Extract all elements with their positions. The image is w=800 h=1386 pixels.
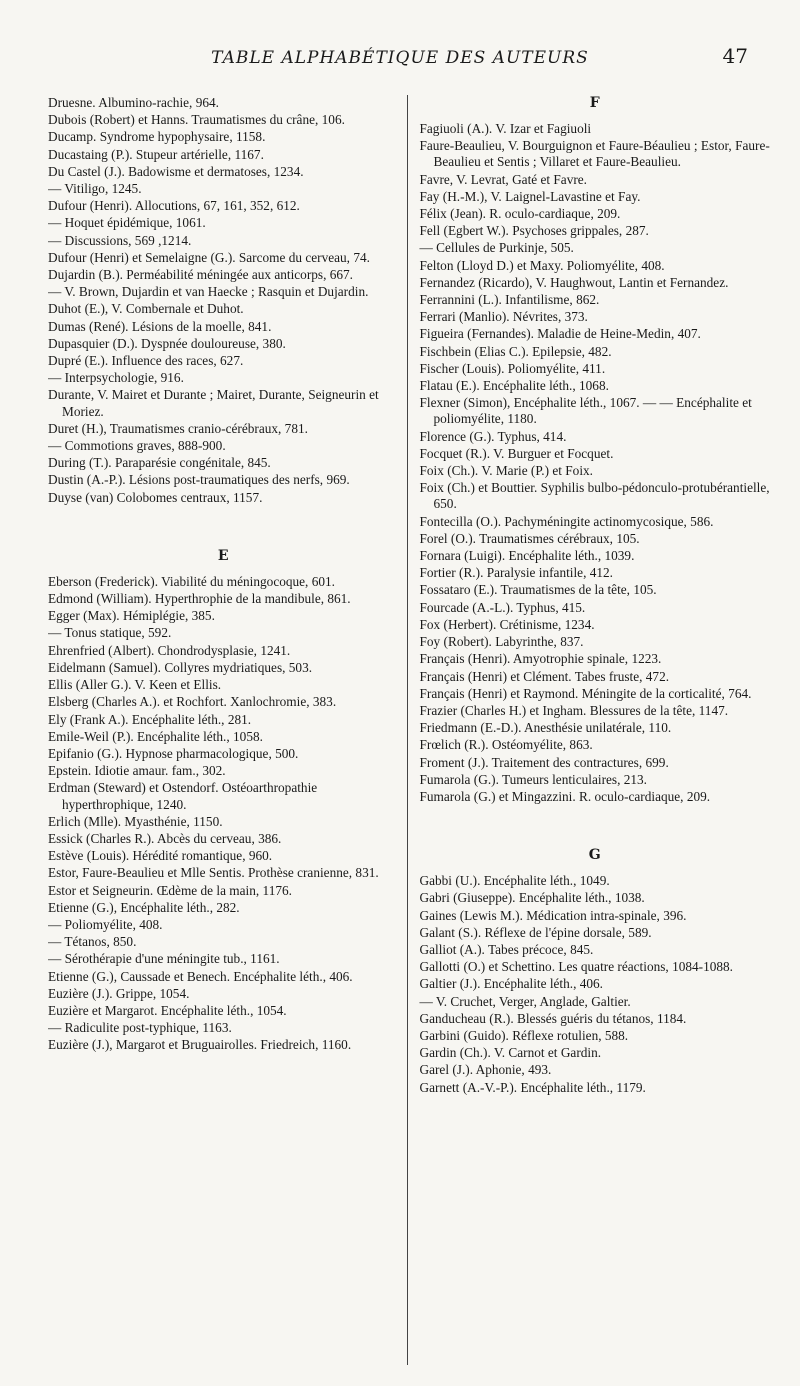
index-entry: During (T.). Paraparésie congénitale, 845. [48,455,271,471]
index-entry: Durante, V. Mairet et Durante ; Mairet, Durante, Seigneurin et Moriez. [48,387,379,419]
index-entry: Euzière (J.). Grippe, 1054. [48,985,190,1001]
index-entry: Fortier (R.). Paralysie infantile, 412. [419,565,613,581]
index-entry: — Sérothérapie d'une méningite tub., 1161. [48,951,280,967]
index-entry: Fornara (Luigi). Encéphalite léth., 1039. [419,548,635,564]
index-entry: Estor, Faure-Beaulieu et Mlle Sentis. Prothèse cranienne, 831. [48,865,379,881]
page-number: 47 [722,44,748,68]
index-entry: Etienne (G.), Encéphalite léth., 282. [48,899,240,915]
index-entry: Florence (G.). Typhus, 414. [419,428,567,444]
index-entry: Fernandez (Ricardo), V. Haughwout, Lantin et Fernandez. [419,274,729,290]
index-entry: Gabri (Giuseppe). Encéphalite léth., 1038. [419,890,645,906]
index-entry: Estève (Louis). Hérédité romantique, 960. [48,848,273,864]
index-entry: — Hoquet épidémique, 1061. [48,215,206,231]
index-entry: Emile-Weil (P.). Encéphalite léth., 1058. [48,728,263,744]
index-entry: Foix (Ch.). V. Marie (P.) et Foix. [419,463,593,479]
index-entry: — Cellules de Purkinje, 505. [419,240,574,256]
index-entry: Du Castel (J.). Badowisme et dermatoses, 1234. [48,163,304,179]
index-entry: Gaines (Lewis M.). Médication intra-spinale, 396. [419,907,687,923]
index-entry: Eidelmann (Samuel). Collyres mydriatiques, 503. [48,659,313,675]
index-entry: Epstein. Idiotie amaur. fam., 302. [48,763,226,779]
index-columns [48,95,770,1365]
index-entry: — V. Cruchet, Verger, Anglade, Galtier. [419,993,631,1009]
index-entry: Frœlich (R.). Ostéomyélite, 863. [419,737,593,753]
index-entry: Ducamp. Syndrome hypophysaire, 1158. [48,129,266,145]
index-entry: — V. Brown, Dujardin et van Haecke ; Rasquin et Dujardin. [48,284,369,300]
index-entry: Erlich (Mlle). Myasthénie, 1150. [48,813,223,829]
section-e-entries [48,574,399,1054]
index-entry: Estor et Seigneurin. Œdème de la main, 1176. [48,882,292,898]
index-entry: Flatau (E.). Encéphalite léth., 1068. [419,378,609,394]
index-entry: Fell (Egbert W.). Psychoses grippales, 287. [419,223,649,239]
section-g-entries [420,873,771,1096]
index-entry: Garnett (A.-V.-P.). Encéphalite léth., 1179. [419,1079,646,1095]
index-entry: Ely (Frank A.). Encéphalite léth., 281. [48,711,252,727]
index-entry: Ganducheau (R.). Blessés guéris du tétanos, 1184. [419,1010,687,1026]
index-entry: Froment (J.). Traitement des contractures, 699. [419,754,669,770]
index-entry: Frazier (Charles H.) et Ingham. Blessures de la tête, 1147. [419,702,729,718]
index-entry: Dustin (A.-P.). Lésions post-traumatiques des nerfs, 969. [48,472,350,488]
index-entry: Gabbi (U.). Encéphalite léth., 1049. [419,873,610,889]
index-entry: Friedmann (E.-D.). Anesthésie unilatérale, 110. [419,720,672,736]
index-entry: Euzière et Margarot. Encéphalite léth., 1054. [48,1002,287,1018]
index-entry: Ellis (Aller G.). V. Keen et Ellis. [48,677,222,693]
index-entry: Fay (H.-M.), V. Laignel-Lavastine et Fay. [419,188,641,204]
index-entry: Ferrari (Manlio). Névrites, 373. [419,309,588,325]
index-entry: Fumarola (G.). Tumeurs lenticulaires, 213. [419,771,647,787]
index-entry: Felton (Lloyd D.) et Maxy. Poliomyélite, 408. [419,257,665,273]
index-entry: Foy (Robert). Labyrinthe, 837. [419,634,584,650]
index-entry: Ferrannini (L.). Infantilisme, 862. [419,292,600,308]
right-column [407,95,771,1365]
index-entry: Dujardin (B.). Perméabilité méningée aux anticorps, 667. [48,267,354,283]
section-heading-e: E [217,547,229,564]
index-entry: Dufour (Henri). Allocutions, 67, 161, 352, 612. [48,198,300,214]
index-entry: Français (Henri). Amyotrophie spinale, 1223. [419,651,662,667]
index-entry: Gardin (Ch.). V. Carnot et Gardin. [419,1045,602,1061]
index-entry: Erdman (Steward) et Ostendorf. Ostéoarthropathie hyperthrophique, 1240. [48,780,318,812]
section-d-entries [48,95,399,506]
index-entry: Foix (Ch.) et Bouttier. Syphilis bulbo-pédonculo-protubérantielle, 650. [419,480,770,512]
index-entry: Euzière (J.), Margarot et Bruguairolles. Friedreich, 1160. [48,1037,352,1053]
index-entry: Elsberg (Charles A.). et Rochfort. Xanlochromie, 383. [48,694,337,710]
index-entry: Egger (Max). Hémiplégie, 385. [48,608,215,624]
index-entry: — Interpsychologie, 916. [48,370,184,386]
index-entry: Dupré (E.). Influence des races, 627. [48,353,244,369]
index-entry: Ehrenfried (Albert). Chondrodysplasie, 1241. [48,642,291,658]
index-entry: Fischer (Louis). Poliomyélite, 411. [419,360,606,376]
index-entry: Fontecilla (O.). Pachyméningite actinomycosique, 586. [419,513,714,529]
index-entry: Galliot (A.). Tabes précoce, 845. [419,941,594,957]
running-title: TABLE ALPHABÉTIQUE DES AUTEURS [211,48,589,68]
index-entry: Flexner (Simon), Encéphalite léth., 1067. — — Encéphalite et poliomyélite, 1180. [419,395,752,427]
section-heading-f: F [589,95,600,111]
index-entry: Duyse (van) Colobomes centraux, 1157. [48,489,263,505]
section-heading-g: G [588,847,601,864]
index-entry: Gallotti (O.) et Schettino. Les quatre réactions, 1084-1088. [419,959,734,975]
index-entry: — Radiculite post-typhique, 1163. [48,1020,232,1036]
index-entry: Epifanio (G.). Hypnose pharmacologique, 500. [48,745,299,761]
index-entry: Etienne (G.), Caussade et Benech. Encéphalite léth., 406. [48,968,353,984]
index-entry: Figueira (Fernandes). Maladie de Heine-Medin, 407. [419,326,701,342]
index-entry: — Commotions graves, 888-900. [48,438,226,454]
index-entry: Faure-Beaulieu, V. Bourguignon et Faure-Béaulieu ; Estor, Faure-Beaulieu et Sentis ; Villaret et Faure-Beaulieu. [419,138,770,170]
index-entry: — Vitiligo, 1245. [48,181,142,197]
index-entry: — Tonus statique, 592. [48,625,172,641]
index-entry: Favre, V. Levrat, Gaté et Favre. [419,171,588,187]
index-entry: Français (Henri) et Raymond. Méningite de la corticalité, 764. [419,685,752,701]
index-entry: Fumarola (G.) et Mingazzini. R. oculo-cardiaque, 209. [419,788,711,804]
index-entry: — Discussions, 569 ,1214. [48,232,192,248]
left-column [48,95,407,1365]
index-entry: — Poliomyélite, 408. [48,916,163,932]
index-entry: Eberson (Frederick). Viabilité du méningocoque, 601. [48,573,335,589]
index-entry: Ducastaing (P.). Stupeur artérielle, 1167. [48,146,264,162]
index-entry: Focquet (R.). V. Burguer et Focquet. [419,445,614,461]
index-entry: — Tétanos, 850. [48,934,137,950]
index-entry: Edmond (William). Hyperthrophie de la mandibule, 861. [48,591,351,607]
index-entry: Dupasquier (D.). Dyspnée douloureuse, 380. [48,335,286,351]
index-entry: Galtier (J.). Encéphalite léth., 406. [419,976,604,992]
index-entry: Dufour (Henri) et Semelaigne (G.). Sarcome du cerveau, 74. [48,249,370,265]
page-header [0,40,800,70]
index-entry: Dubois (Robert) et Hanns. Traumatismes du crâne, 106. [48,112,345,128]
index-entry: Forel (O.). Traumatismes cérébraux, 105. [419,530,640,546]
index-entry: Galant (S.). Réflexe de l'épine dorsale, 589. [419,924,652,940]
index-entry: Duhot (E.), V. Combernale et Duhot. [48,301,244,317]
index-entry: Garbini (Guido). Réflexe rotulien, 588. [419,1027,629,1043]
index-entry: Français (Henri) et Clément. Tabes fruste, 472. [419,668,670,684]
index-entry: Fourcade (A.-L.). Typhus, 415. [419,599,586,615]
index-entry: Fossataro (E.). Traumatismes de la tête, 105. [419,582,657,598]
index-entry: Fox (Herbert). Crétinisme, 1234. [419,616,595,632]
index-entry: Fagiuoli (A.). V. Izar et Fagiuoli [419,121,592,136]
index-entry: Dumas (René). Lésions de la moelle, 841. [48,318,272,334]
index-entry: Félix (Jean). R. oculo-cardiaque, 209. [419,206,621,222]
index-entry: Garel (J.). Aphonie, 493. [419,1062,552,1078]
index-entry: Druesne. Albumino-rachie, 964. [48,95,219,110]
index-entry: Essick (Charles R.). Abcès du cerveau, 386. [48,830,282,846]
section-f-entries [420,121,771,805]
index-entry: Duret (H.), Traumatismes cranio-cérébraux, 781. [48,420,308,436]
index-entry: Fischbein (Elias C.). Epilepsie, 482. [419,343,612,359]
